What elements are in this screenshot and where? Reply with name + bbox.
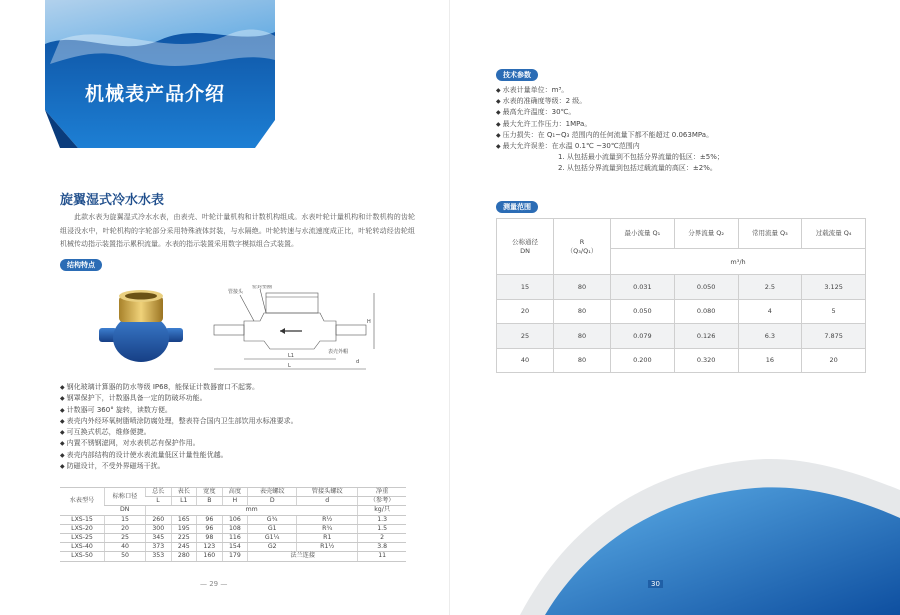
table-cell: 260 — [146, 515, 172, 524]
table-cell: 15 — [497, 275, 554, 300]
table-row — [497, 299, 866, 324]
table-cell: 0.031 — [611, 275, 675, 300]
header-text: （Q₃/Q₁） — [566, 246, 598, 255]
table-cell: 20 — [802, 348, 866, 373]
page-number: — 29 — — [200, 580, 228, 588]
tech-params-list — [496, 85, 876, 175]
table-row — [60, 515, 406, 524]
table-cell: 法兰连接 — [248, 552, 358, 561]
tech-param-item: ◆ 压力损失：在 Q₁~Q₃ 范围内的任何流量下都不能超过 0.063MPa。 — [496, 130, 876, 141]
spec-header: 净重 — [358, 488, 406, 497]
spec-symbol: L — [146, 497, 172, 506]
table-cell: 20 — [105, 524, 146, 533]
spec-unit-mm: mm — [146, 506, 358, 515]
drawing-label-c: 表壳外帽 — [328, 349, 349, 355]
table-cell: 80 — [554, 275, 611, 300]
intro-paragraph: 此款水表为旋翼湿式冷水水表，由表壳、叶轮计量机构和计数机构组成。水表叶轮计量机构和计数机构的齿轮组浸没水中，叶轮机构的字轮部分采用特殊液体封装，与水隔绝。叶轮转速与水流速度成正比，叶轮转动经齿轮组机械传动指示装置指示累积流量。水表的指示装置采用数字模拟组合式装置。 — [60, 213, 415, 249]
table-cell: 6.3 — [738, 324, 802, 349]
table-cell: 4 — [738, 299, 802, 324]
table-cell: 373 — [146, 543, 172, 552]
feature-item: ◆ 计数器可 360° 旋转，读数方便。 — [60, 405, 420, 416]
table-cell: 1.3 — [358, 515, 406, 524]
table-cell: 50 — [105, 552, 146, 561]
measure-header: 常用流量 Q₃ — [738, 219, 802, 249]
feature-item: ◆ 钢罩保护下，计数器具备一定的防破坏功能。 — [60, 393, 420, 404]
table-cell: LXS-20 — [60, 524, 105, 533]
measure-table — [496, 218, 866, 373]
table-row — [60, 524, 406, 533]
table-cell: 106 — [222, 515, 248, 524]
page-number: 30 — [648, 580, 663, 588]
table-cell: LXS-40 — [60, 543, 105, 552]
table-cell: 160 — [197, 552, 223, 561]
table-cell: 108 — [222, 524, 248, 533]
table-cell: 3.125 — [802, 275, 866, 300]
table-cell: 96 — [197, 524, 223, 533]
measure-header: 过载流量 Q₄ — [802, 219, 866, 249]
table-cell: G1¼ — [248, 533, 297, 542]
table-cell: 245 — [171, 543, 197, 552]
drawing-label-b: 密封垫圈 — [252, 285, 273, 290]
feature-item: ◆ 表壳内部结构的设计使水表流量低区计量性能优越。 — [60, 450, 420, 461]
table-cell: 345 — [146, 533, 172, 542]
table-cell: 225 — [171, 533, 197, 542]
spec-symbol: H — [222, 497, 248, 506]
dimension-drawing — [210, 285, 380, 375]
table-cell: 195 — [171, 524, 197, 533]
drawing-label-h: H — [367, 319, 371, 325]
table-cell: 40 — [497, 348, 554, 373]
table-cell: 16 — [738, 348, 802, 373]
feature-item: ◆ 防磁设计，不受外界磁场干扰。 — [60, 461, 420, 472]
table-cell: 0.320 — [674, 348, 738, 373]
tech-param-item: ◆ 最大允许误差：在水温 0.1℃ ~30℃范围内 — [496, 141, 876, 152]
measure-header: 最小流量 Q₁ — [611, 219, 675, 249]
header-text: 公称通径 — [512, 237, 538, 246]
table-cell: 280 — [171, 552, 197, 561]
table-cell: 300 — [146, 524, 172, 533]
blue-swoosh-decoration — [450, 430, 900, 615]
spec-header: 总长 — [146, 488, 172, 497]
table-cell: 80 — [554, 348, 611, 373]
table-cell: 353 — [146, 552, 172, 561]
table-row — [497, 324, 866, 349]
spec-header-caliber: 标称口径 — [105, 488, 146, 506]
table-cell: 165 — [171, 515, 197, 524]
drawing-label-a: 管接头 — [228, 289, 244, 295]
spec-header-model: 水表型号 — [60, 488, 105, 516]
table-cell: 0.080 — [674, 299, 738, 324]
measure-unit: m³/h — [611, 249, 866, 275]
table-cell: 96 — [197, 515, 223, 524]
spec-symbol: D — [248, 497, 297, 506]
feature-item: ◆ 内置不锈钢滤网，对水表机芯有保护作用。 — [60, 438, 420, 449]
table-cell: 15 — [105, 515, 146, 524]
tech-param-subitem: 2. 从包括分界流量到包括过载流量的高区：±2%。 — [558, 164, 717, 173]
header-text: DN — [520, 246, 530, 255]
table-cell: 0.050 — [674, 275, 738, 300]
table-row — [60, 552, 406, 561]
table-cell: 20 — [497, 299, 554, 324]
table-cell: 116 — [222, 533, 248, 542]
table-row — [60, 533, 406, 542]
water-meter-photo — [95, 276, 187, 368]
feature-item: ◆ 可互换式机芯，维修便捷。 — [60, 427, 420, 438]
table-cell: 0.126 — [674, 324, 738, 349]
table-cell: R1 — [297, 533, 358, 542]
right-page — [450, 0, 900, 615]
tech-param-item: ◆ 水表计量单位：m³。 — [496, 85, 876, 96]
table-cell: 3.8 — [358, 543, 406, 552]
spec-symbol: L1 — [171, 497, 197, 506]
table-row — [497, 275, 866, 300]
table-cell: G2 — [248, 543, 297, 552]
features-tag: 结构特点 — [60, 259, 102, 271]
table-cell: LXS-25 — [60, 533, 105, 542]
table-cell: 25 — [105, 533, 146, 542]
table-cell: 98 — [197, 533, 223, 542]
drawing-label-l: L — [288, 363, 291, 369]
table-cell: R½ — [297, 515, 358, 524]
table-cell: 80 — [554, 324, 611, 349]
table-cell: G1 — [248, 524, 297, 533]
table-cell: 123 — [197, 543, 223, 552]
table-row — [60, 543, 406, 552]
feature-list — [60, 382, 420, 472]
tech-params-tag: 技术参数 — [496, 69, 538, 81]
table-cell: 11 — [358, 552, 406, 561]
table-cell: 5 — [802, 299, 866, 324]
spec-unit-kg: kg/只 — [358, 506, 406, 515]
spec-caliber-unit: DN — [105, 506, 146, 515]
table-cell: 154 — [222, 543, 248, 552]
spec-header: 管接头螺纹 — [297, 488, 358, 497]
spec-symbol: （参考） — [358, 497, 406, 506]
table-cell: G¾ — [248, 515, 297, 524]
table-cell: 0.079 — [611, 324, 675, 349]
table-cell: 0.050 — [611, 299, 675, 324]
tech-param-subitem: 1. 从包括最小流量到不包括分界流量的低区：±5%； — [558, 153, 724, 162]
table-cell: 7.875 — [802, 324, 866, 349]
measure-range-tag: 测量范围 — [496, 201, 538, 213]
spec-table — [60, 487, 406, 562]
table-cell: 1.5 — [358, 524, 406, 533]
tech-param-item: ◆ 最高允许温度：30℃。 — [496, 107, 876, 118]
measure-header: 分界流量 Q₂ — [674, 219, 738, 249]
feature-item: ◆ 钢化玻璃计算器的防水等级 IP68，能保证计数器窗口不起雾。 — [60, 382, 420, 393]
measure-header-r — [554, 219, 611, 275]
table-cell: 80 — [554, 299, 611, 324]
spec-header: 宽度 — [197, 488, 223, 497]
spec-header: 表壳螺纹 — [248, 488, 297, 497]
tech-param-item: ◆ 水表的准确度等级：2 级。 — [496, 96, 876, 107]
spec-header: 表长 — [171, 488, 197, 497]
table-cell: 25 — [497, 324, 554, 349]
tech-param-item: ◆ 最大允许工作压力：1MPa。 — [496, 119, 876, 130]
table-cell: R¾ — [297, 524, 358, 533]
table-row — [497, 348, 866, 373]
table-cell: 2.5 — [738, 275, 802, 300]
table-cell: R1½ — [297, 543, 358, 552]
table-cell: LXS-50 — [60, 552, 105, 561]
section-title: 旋翼湿式冷水水表 — [60, 193, 165, 208]
table-cell: 0.200 — [611, 348, 675, 373]
page-title: 机械表产品介绍 — [85, 83, 226, 105]
table-cell: 179 — [222, 552, 248, 561]
spec-symbol: B — [197, 497, 223, 506]
header-text: R — [579, 237, 585, 246]
measure-header-dn — [497, 219, 554, 275]
drawing-label-d: d — [356, 359, 360, 365]
table-cell: LXS-15 — [60, 515, 105, 524]
spec-header: 高度 — [222, 488, 248, 497]
drawing-label-l1: L1 — [288, 353, 294, 359]
table-cell: 40 — [105, 543, 146, 552]
spec-symbol: d — [297, 497, 358, 506]
feature-item: ◆ 表壳内外经环氧树脂喷涂防腐处理，整表符合国内卫生部饮用水标准要求。 — [60, 416, 420, 427]
table-cell: 2 — [358, 533, 406, 542]
